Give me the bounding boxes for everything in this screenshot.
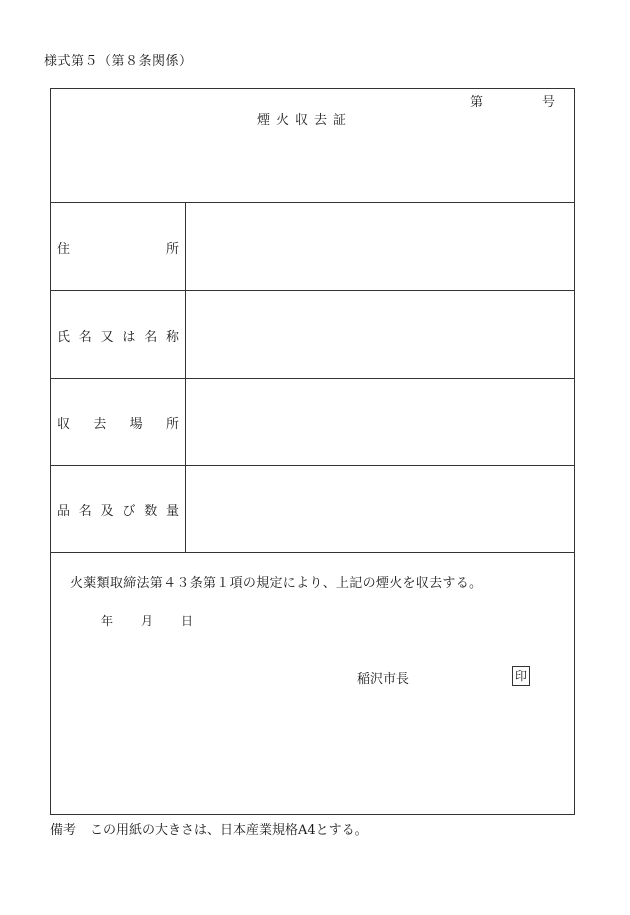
label-char: 名 (78, 504, 92, 519)
label-char: 数 (144, 504, 158, 519)
row-label (51, 291, 186, 378)
label-char: 場 (129, 417, 143, 432)
label-char: 名 (144, 330, 158, 345)
label-char: 又 (100, 330, 114, 345)
row-label (51, 203, 186, 290)
label-char: 量 (165, 504, 179, 519)
address-label (57, 238, 179, 257)
row-name (51, 291, 574, 379)
name-field[interactable] (187, 291, 574, 378)
label-char: 名 (78, 330, 92, 345)
row-seizure-location (51, 378, 574, 466)
seizure-location-field[interactable] (187, 378, 574, 465)
certificate-form (50, 88, 575, 815)
label-char: 所 (165, 242, 179, 257)
legal-statement: 火薬類取締法第４３条第１項の規定により、上記の煙火を収去する。 (70, 576, 483, 591)
date-year-label: 年 (101, 614, 114, 628)
date-month-label: 月 (141, 614, 154, 628)
row-item-quantity (51, 465, 574, 553)
issue-date (101, 612, 193, 629)
certificate-header (51, 89, 574, 203)
label-char: 及 (100, 504, 114, 519)
number-suffix: 号 (542, 95, 556, 110)
row-label (51, 378, 186, 465)
row-address (51, 203, 574, 291)
certificate-title: 煙火収去証 (257, 113, 353, 128)
remarks-label: 備考 (50, 823, 77, 838)
address-field[interactable] (187, 203, 574, 290)
form-reference: 様式第５（第８条関係） (44, 54, 193, 69)
item-quantity-field[interactable] (187, 465, 574, 552)
date-day-label: 日 (181, 614, 194, 628)
issuer-title: 稲沢市長 (357, 672, 410, 687)
label-char: 去 (93, 417, 107, 432)
name-label (57, 326, 179, 345)
seal-stamp: 印 (512, 666, 530, 686)
number-prefix: 第 (470, 95, 484, 110)
label-char: 氏 (57, 330, 71, 345)
remarks-text: この用紙の大きさは、日本産業規格A4とする。 (90, 823, 368, 838)
label-char: 住 (57, 242, 71, 257)
seizure-location-label (57, 413, 179, 432)
remarks (50, 819, 368, 838)
item-quantity-label (57, 500, 179, 519)
label-char: 称 (165, 330, 179, 345)
label-char: 品 (57, 504, 71, 519)
label-char: 収 (57, 417, 71, 432)
label-char: 所 (165, 417, 179, 432)
label-char: は (122, 330, 136, 345)
certificate-footer (51, 553, 574, 814)
label-char: び (122, 504, 136, 519)
row-label (51, 465, 186, 552)
